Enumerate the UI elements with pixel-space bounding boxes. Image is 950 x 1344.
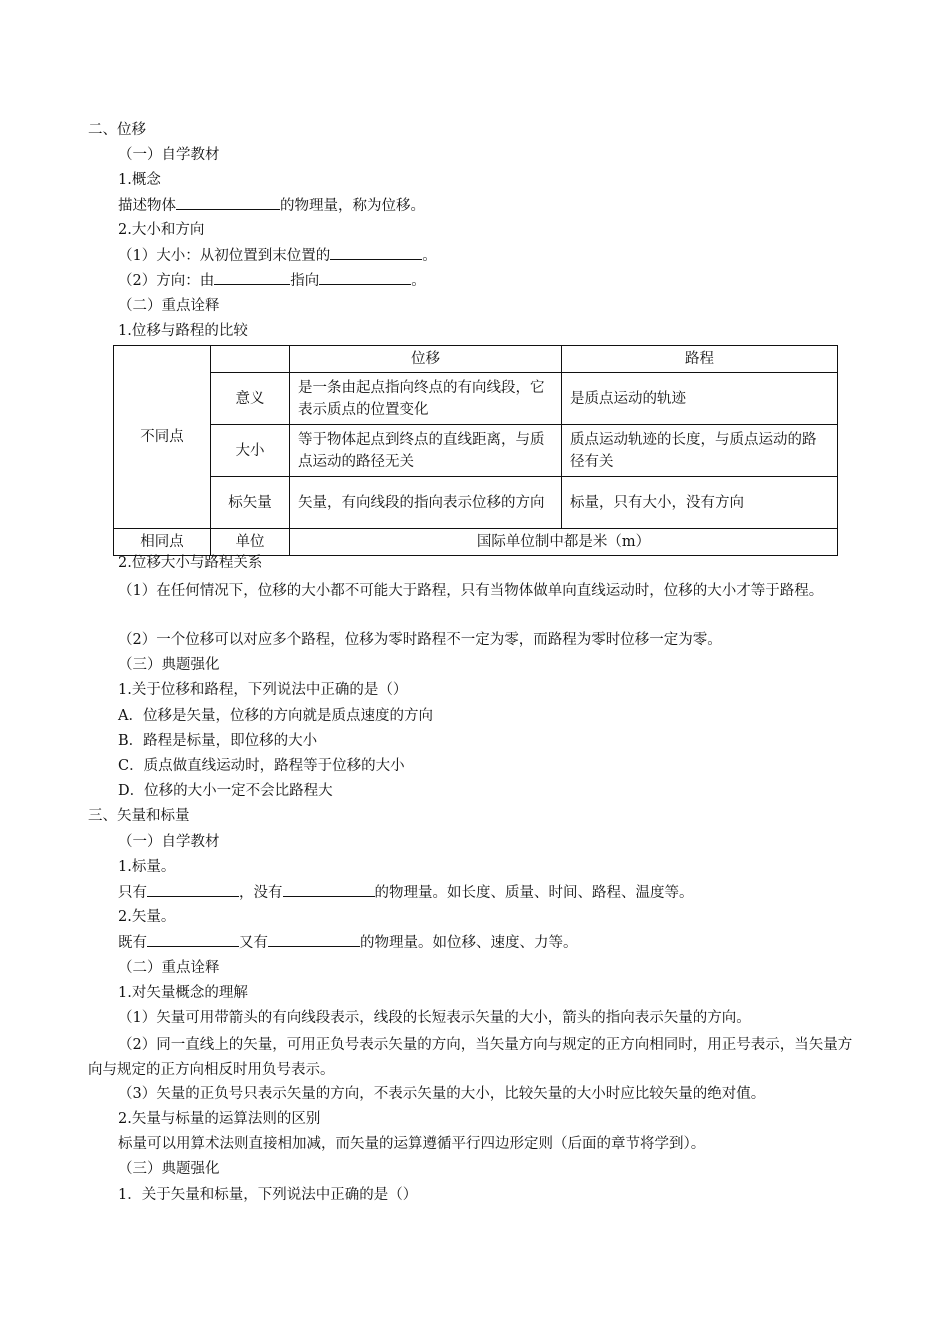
fill-in-line [118,932,578,953]
table-cell: 单位 [211,529,290,556]
paragraph: 标量可以用算术法则直接相加减，而矢量的运算遵循平行四边形定则（后面的章节将学到）。 [118,1136,706,1152]
item-heading: 1.概念 [118,172,161,188]
table-row [114,529,838,556]
table-cell: 标矢量 [211,477,290,529]
table-cell: 矢量，有向线段的指向表示位移的方向 [290,477,562,529]
table-cell: 意义 [211,373,290,425]
item-heading: 2.矢量与标量的运算法则的区别 [118,1111,321,1127]
table-row [114,373,838,425]
text: （2）方向：由 [118,273,215,289]
text: 指向 [290,273,320,289]
table-row [114,346,838,373]
table-cell: 不同点 [114,346,211,529]
answer-blank[interactable] [214,270,290,285]
table-row [114,477,838,529]
answer-blank[interactable] [283,882,375,897]
item-heading: 2.大小和方向 [118,222,205,238]
text: 描述物体 [118,198,176,214]
table-cell: 标量，只有大小，没有方向 [562,477,838,529]
answer-blank[interactable] [147,932,239,947]
item-heading: 1.对矢量概念的理解 [118,985,248,1001]
paragraph: （2）一个位移可以对应多个路程，位移为零时路程不一定为零，而路程为零时位移一定为零。 [118,632,722,648]
option[interactable]: B．路程是标量，即位移的大小 [118,733,318,749]
paragraph: （1）在任何情况下，位移的大小都不可能大于路程，只有当物体做单向直线运动时，位移的大小才等于路程。 [118,583,824,599]
table-cell: 大小 [211,425,290,477]
fill-in-line [118,195,425,216]
subsection-heading: （一）自学教材 [118,147,220,163]
subsection-heading: （二）重点诠释 [118,960,220,976]
table-cell: 相同点 [114,529,211,556]
option[interactable]: D．位移的大小一定不会比路程大 [118,783,333,799]
text: 只有 [118,885,147,901]
text: 又有 [239,935,268,951]
subsection-heading: （三）典题强化 [118,657,220,673]
item-heading: 1.位移与路程的比较 [118,323,248,339]
text: 。 [422,248,437,264]
paragraph: （3）矢量的正负号只表示矢量的方向，不表示矢量的大小，比较矢量的大小时应比较矢量的绝对值。 [118,1086,766,1102]
paragraph: （1）矢量可用带箭头的有向线段表示，线段的长短表示矢量的大小，箭头的指向表示矢量的方向。 [118,1010,751,1026]
table-cell: 是质点运动的轨迹 [562,373,838,425]
item-heading: 1.标量。 [118,859,176,875]
text: 的物理量。如位移、速度、力等。 [360,935,578,951]
section-title: 三、矢量和标量 [88,808,190,824]
text: （1）大小：从初位置到末位置的 [118,248,331,264]
answer-blank[interactable] [268,932,360,947]
table-cell [211,346,290,373]
option[interactable]: C．质点做直线运动时，路程等于位移的大小 [118,758,405,774]
fill-in-line [118,882,694,903]
fill-in-line [118,245,437,266]
paragraph: （2）同一直线上的矢量，可用正负号表示矢量的方向，当矢量方向与规定的正方向相同时，用正号表示，当矢量方向与规定的正方向相反时用负号表示。 [88,1037,853,1078]
question: 1．关于矢量和标量，下列说法中正确的是（） [118,1187,418,1203]
table-header-cell: 位移 [290,346,562,373]
question: 1.关于位移和路程，下列说法中正确的是（） [118,682,408,698]
table-header-cell: 路程 [562,346,838,373]
comparison-table [113,345,838,556]
answer-blank[interactable] [147,882,239,897]
text: 的物理量，称为位移。 [280,198,425,214]
subsection-heading: （三）典题强化 [118,1161,220,1177]
subsection-heading: （二）重点诠释 [118,298,220,314]
option[interactable]: A．位移是矢量，位移的方向就是质点速度的方向 [118,708,433,724]
answer-blank[interactable] [330,245,422,260]
text: 的物理量。如长度、质量、时间、路程、温度等。 [374,885,694,901]
section-title: 二、位移 [88,122,146,138]
fill-in-line [118,270,426,291]
text: ，没有 [239,885,283,901]
answer-blank[interactable] [176,195,280,210]
table-cell: 等于物体起点到终点的直线距离，与质点运动的路径无关 [290,425,562,477]
table-cell: 是一条由起点指向终点的有向线段，它表示质点的位置变化 [290,373,562,425]
subsection-heading: （一）自学教材 [118,834,220,850]
answer-blank[interactable] [319,270,411,285]
text: 既有 [118,935,147,951]
item-heading: 2.矢量。 [118,909,176,925]
item-heading: 2.位移大小与路程关系 [118,555,263,571]
table-cell: 国际单位制中都是米（m） [290,529,838,556]
text: 。 [411,273,426,289]
table-cell: 质点运动轨迹的长度，与质点运动的路径有关 [562,425,838,477]
table-row [114,425,838,477]
